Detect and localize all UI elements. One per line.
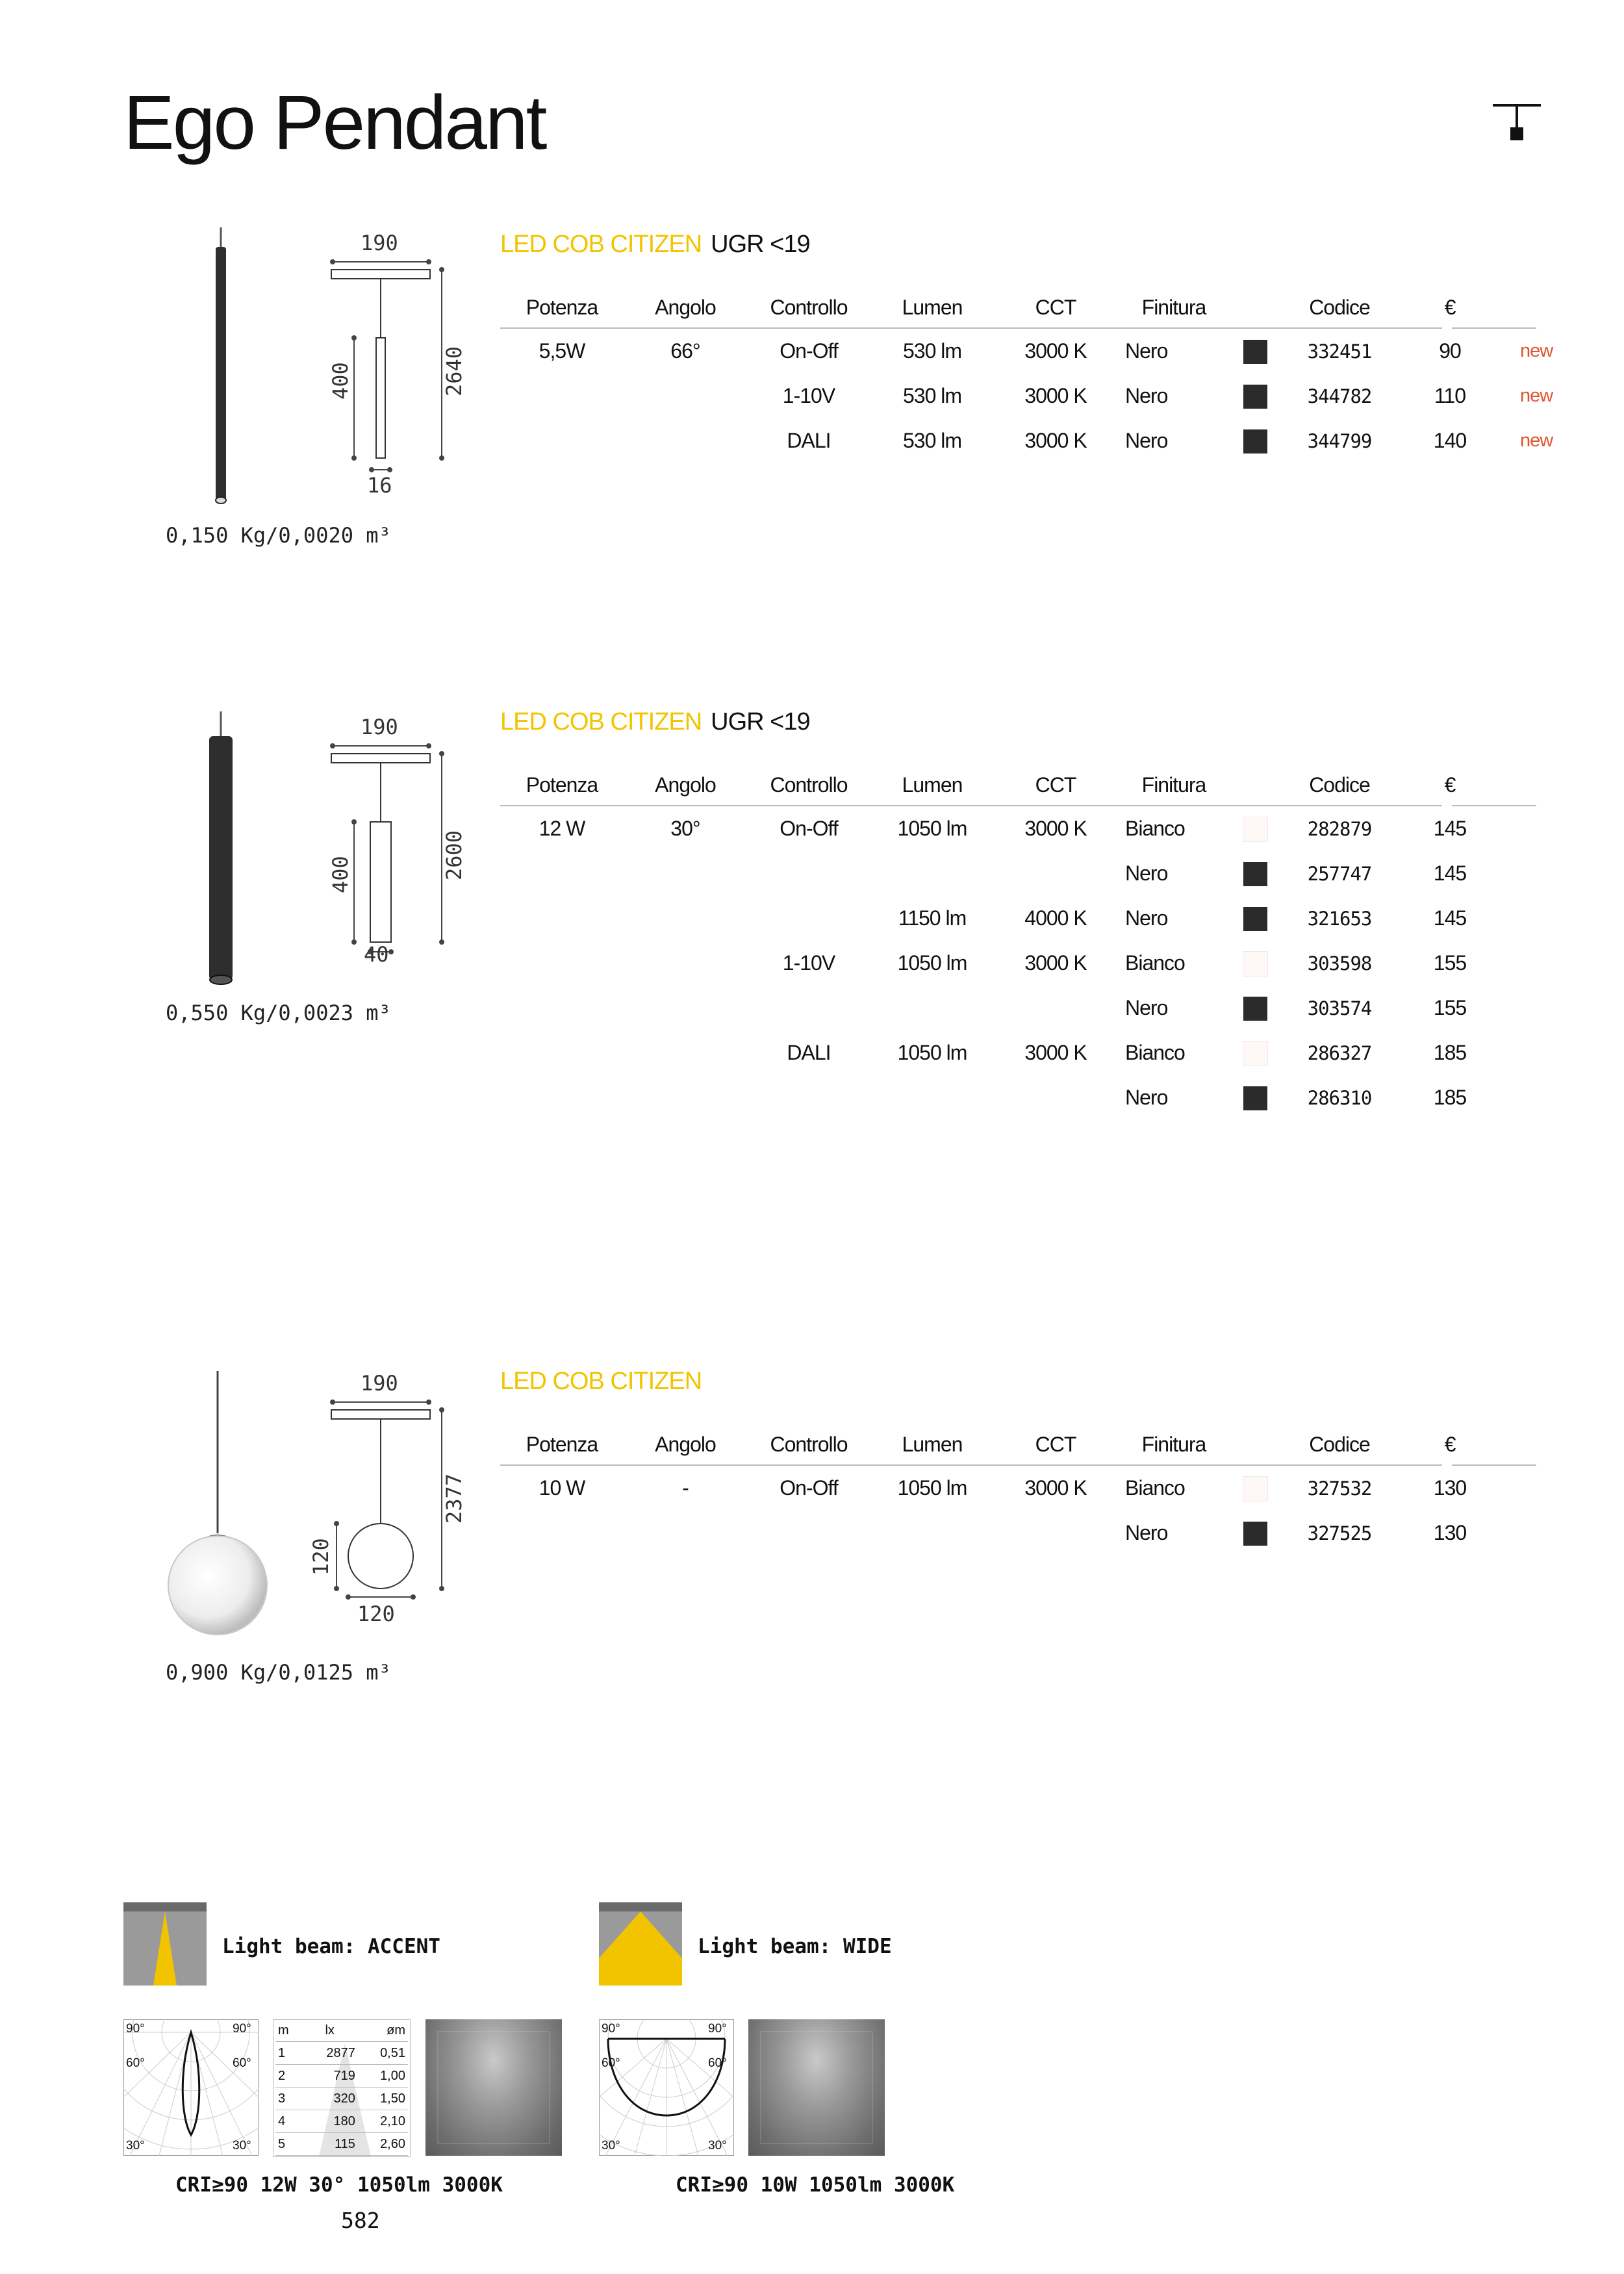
- finish-swatch: [1243, 1041, 1267, 1066]
- dim-total-height: 2377: [442, 1473, 466, 1524]
- beam-label: Light beam: ACCENT: [222, 1935, 440, 1958]
- header-rule: [1452, 805, 1536, 806]
- dim-diameter: 16: [367, 473, 392, 498]
- angle-label: 30°: [126, 2139, 145, 2153]
- ugr-label: UGR <19: [711, 708, 810, 735]
- beam-label: Light beam: WIDE: [698, 1935, 892, 1958]
- page-title: Ego Pendant: [123, 80, 546, 166]
- angle-label: 90°: [233, 2022, 251, 2036]
- angle-label: 60°: [708, 2056, 727, 2070]
- finish-swatch: [1243, 385, 1267, 409]
- beam-caption: CRI≥90 10W 1050lm 3000K: [676, 2173, 955, 2197]
- dim-body-height: 400: [328, 362, 353, 400]
- finish-swatch: [1243, 340, 1267, 364]
- dim-width: 190: [361, 231, 398, 255]
- product-3-photo: [162, 1371, 273, 1650]
- finish-swatch: [1243, 429, 1267, 454]
- track-pendant-icon: [1488, 97, 1546, 149]
- product-1-photo: [208, 227, 234, 507]
- table-row: 1-10V 1050 lm 3000 K Bianco 303598 155: [500, 941, 1554, 986]
- beam-caption: CRI≥90 12W 30° 1050lm 3000K: [175, 2173, 503, 2197]
- dim-total-height: 2640: [442, 346, 466, 396]
- dim-diameter: 40: [364, 942, 389, 967]
- table-row: 10 W - On-Off 1050 lm 3000 K Bianco 327532 130: [500, 1466, 1554, 1511]
- angle-label: 30°: [602, 2139, 620, 2153]
- product-1-table: Potenza Angolo Controllo Lumen CCT Finitura Codice € 5,5W 66° On-Off 530 lm 3000 K Nero 332451 90 new 1-10V 530 lm 3000 K Nero 344782 110 new DALI 530 lm 3000 K Nero 344799 140 new: [500, 286, 1554, 463]
- dim-width: 190: [361, 715, 398, 739]
- lux-table: m lx øm 1 2877 0,51 2 719 1,00 3 320 1,50 4 180 2,10 5 115 2,60: [275, 2019, 408, 2156]
- product-2-photo: [201, 711, 240, 991]
- new-badge: new: [1520, 385, 1553, 406]
- accent-photometric-diagram: [123, 2019, 259, 2156]
- finish-swatch: [1243, 1522, 1267, 1546]
- angle-label: 30°: [233, 2139, 251, 2153]
- dim-body-height: 400: [328, 856, 353, 893]
- finish-swatch: [1243, 1477, 1267, 1501]
- table-row: Nero 303574 155: [500, 986, 1554, 1030]
- table-row: DALI 1050 lm 3000 K Bianco 286327 185: [500, 1030, 1554, 1075]
- dim-diameter: 120: [357, 1602, 395, 1626]
- table-row: DALI 530 lm 3000 K Nero 344799 140 new: [500, 418, 1554, 463]
- product-3-table: Potenza Angolo Controllo Lumen CCT Finitura Codice € 10 W - On-Off 1050 lm 3000 K Bianco 327532 130 Nero 327525 130: [500, 1423, 1554, 1555]
- accent-light-photo: [425, 2019, 562, 2156]
- angle-label: 90°: [126, 2022, 145, 2036]
- new-badge: new: [1520, 340, 1553, 361]
- product-weight: 0,550 Kg/0,0023 m³: [166, 1001, 391, 1025]
- header-rule: [500, 1464, 1442, 1466]
- angle-label: 60°: [126, 2056, 145, 2070]
- product-weight: 0,150 Kg/0,0020 m³: [166, 523, 391, 548]
- product-weight: 0,900 Kg/0,0125 m³: [166, 1660, 391, 1685]
- table-row: Nero 257747 145: [500, 851, 1554, 896]
- section-heading: LED COB CITIZEN: [500, 1368, 702, 1395]
- dim-body-height: 120: [309, 1538, 333, 1576]
- finish-swatch: [1243, 997, 1267, 1021]
- new-badge: new: [1520, 430, 1553, 451]
- wide-light-photo: [748, 2019, 885, 2156]
- finish-swatch: [1243, 1086, 1267, 1110]
- table-row: 1 2877 0,51: [275, 2042, 408, 2065]
- header-rule: [500, 327, 1442, 329]
- table-row: 1150 lm 4000 K Nero 321653 145: [500, 896, 1554, 941]
- angle-label: 30°: [708, 2139, 727, 2153]
- ugr-label: UGR <19: [711, 231, 810, 258]
- finish-swatch: [1243, 862, 1267, 886]
- table-row: 4 180 2,10: [275, 2110, 408, 2133]
- finish-swatch: [1243, 952, 1267, 976]
- table-row: 1-10V 530 lm 3000 K Nero 344782 110 new: [500, 374, 1554, 418]
- table-row: 5,5W 66° On-Off 530 lm 3000 K Nero 332451 90 new: [500, 329, 1554, 374]
- header-rule: [500, 805, 1442, 806]
- wide-photometric-diagram: [599, 2019, 734, 2156]
- angle-label: 60°: [233, 2056, 251, 2070]
- header-rule: [1452, 1464, 1536, 1466]
- angle-label: 90°: [602, 2022, 620, 2036]
- page-number: 582: [341, 2208, 380, 2233]
- finish-swatch: [1243, 817, 1267, 841]
- table-row: Nero 286310 185: [500, 1075, 1554, 1120]
- table-row: 3 320 1,50: [275, 2088, 408, 2110]
- header-rule: [1452, 327, 1536, 329]
- table-row: 5 115 2,60: [275, 2133, 408, 2156]
- table-row: 2 719 1,00: [275, 2065, 408, 2088]
- accent-beam-icon: [123, 1902, 207, 1986]
- section-heading: LED COB CITIZEN UGR <19: [500, 708, 810, 735]
- section-heading: LED COB CITIZEN UGR <19: [500, 231, 810, 258]
- wide-beam-icon: [599, 1902, 682, 1986]
- table-row: Nero 327525 130: [500, 1511, 1554, 1555]
- dim-width: 190: [361, 1371, 398, 1396]
- product-2-table: Potenza Angolo Controllo Lumen CCT Finitura Codice € 12 W 30° On-Off 1050 lm 3000 K Bianco 282879 145 Nero 257747 145 1150 lm 4000 K Nero 321653 145 1-10V 1050 lm 3000 K Bianco 303598 155 Nero 303574 155 DALI 1050 lm 3000 K Bianco 286327 185 Nero 286310 185: [500, 763, 1554, 1120]
- table-row: 12 W 30° On-Off 1050 lm 3000 K Bianco 282879 145: [500, 806, 1554, 851]
- dim-total-height: 2600: [442, 830, 466, 880]
- finish-swatch: [1243, 907, 1267, 931]
- angle-label: 60°: [602, 2056, 620, 2070]
- angle-label: 90°: [708, 2022, 727, 2036]
